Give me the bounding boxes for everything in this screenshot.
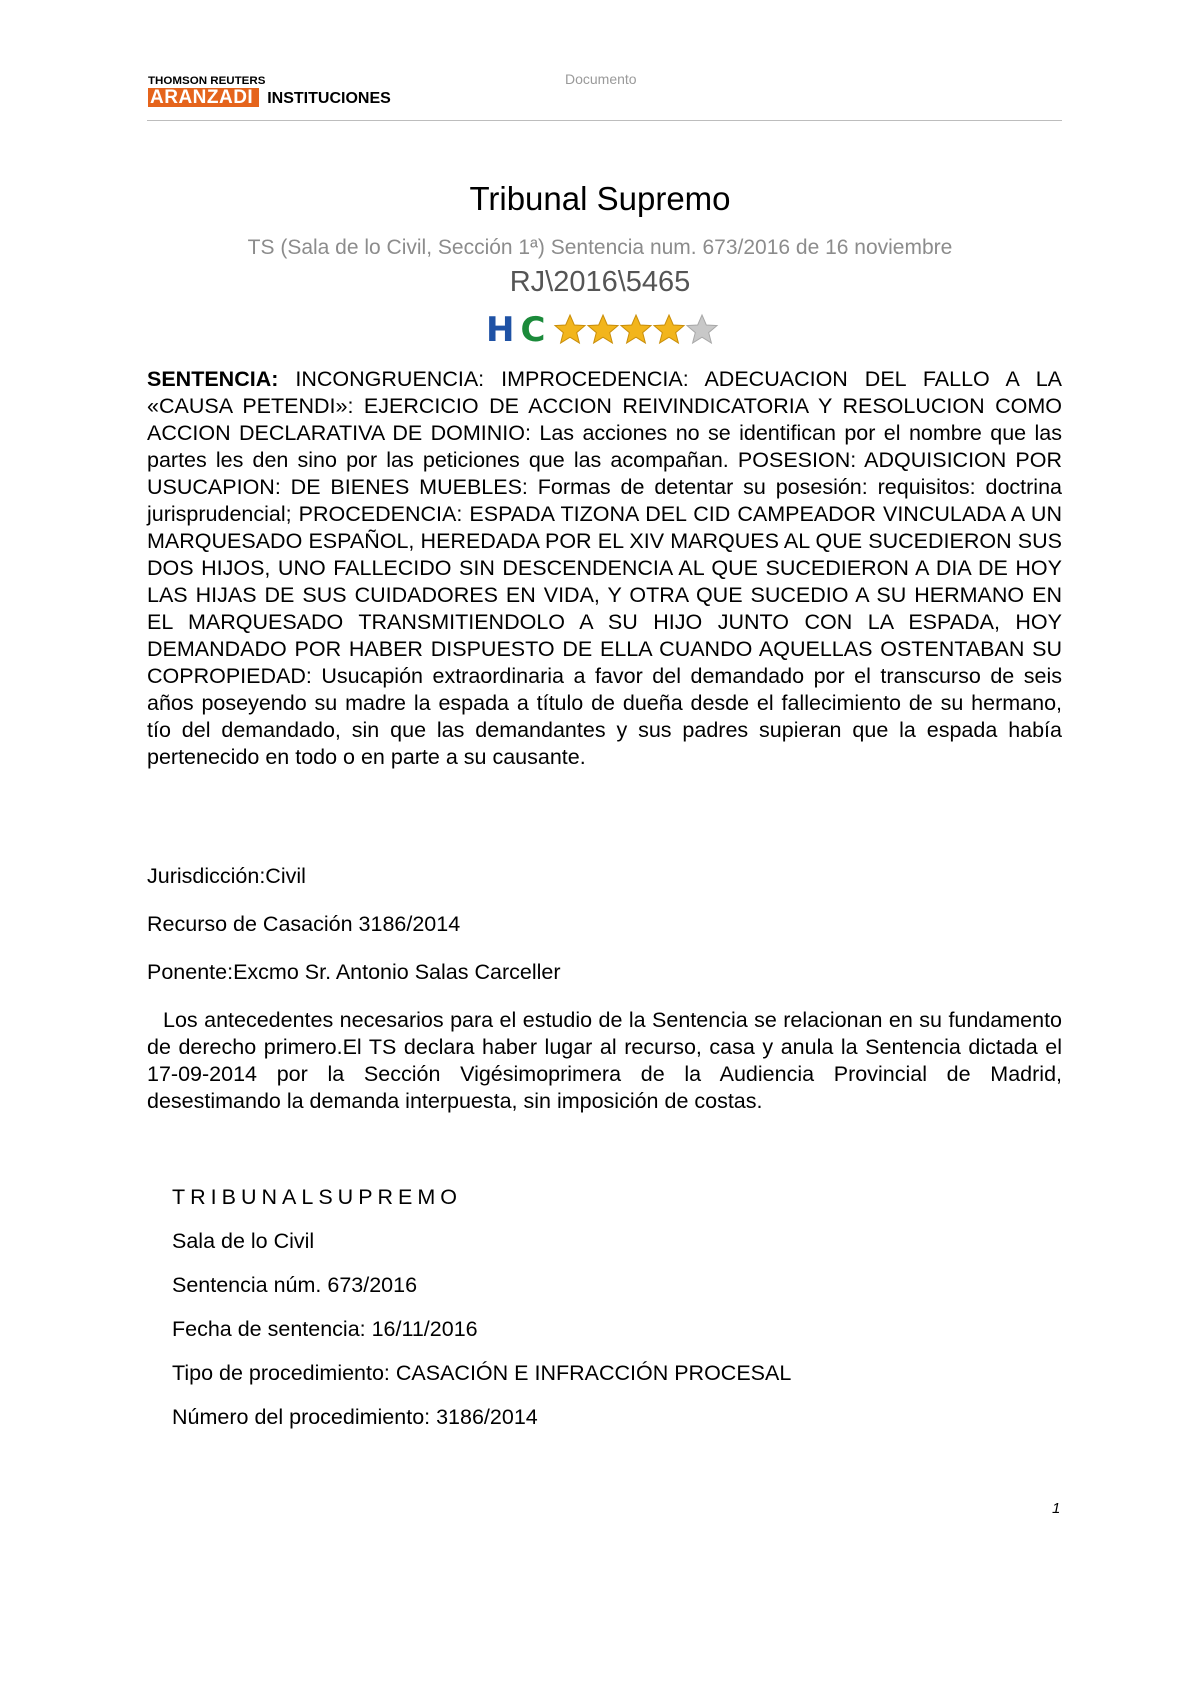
- summary-text-3: Usucapión extraordinaria a favor del demandado por el transcurso de seis años poseyendo su madre la espada a título de dueña desde el fallecimiento de su hermano, tío del demandado, sin que las demandantes y sus padres supieran que la espada había pertenecido en todo o en parte a su causante.: [147, 664, 1062, 769]
- star-rating: [553, 313, 718, 347]
- document-label: Documento: [565, 71, 637, 87]
- summary-heading: SENTENCIA:: [147, 367, 279, 391]
- summary-caps-1: INCONGRUENCIA: IMPROCEDENCIA: ADECUACION DEL FALLO A LA «CAUSA PETENDI»: EJERCICIO DE ACCION REIVINDICATORIA Y RESOLUCION COMO ACCION DECLARATIVA DE DOMINIO:: [147, 367, 1062, 445]
- summary-paragraph: [147, 366, 1062, 771]
- numero-line: Número del procedimiento: 3186/2014: [172, 1405, 538, 1429]
- jurisdiccion-label: Jurisdicción:: [147, 864, 266, 888]
- aranzadi-logo: [148, 76, 391, 107]
- logo-brand: ARANZADI: [148, 88, 259, 107]
- star-filled-icon: [553, 313, 587, 347]
- document-subtitle: TS (Sala de lo Civil, Sección 1ª) Sentencia num. 673/2016 de 16 noviembre: [247, 236, 953, 259]
- tipo-line: Tipo de procedimiento: CASACIÓN E INFRACCIÓN PROCESAL: [172, 1361, 792, 1385]
- recurso-line: Recurso de Casación 3186/2014: [147, 912, 461, 936]
- logo-publisher: THOMSON REUTERS: [148, 75, 266, 87]
- summary-caps-3: PROCEDENCIA: ESPADA TIZONA DEL CID CAMPEADOR VINCULADA A UN MARQUESADO ESPAÑOL, HEREDADA POR EL XIV MARQUES AL QUE SUCEDIERON SUS DOS HIJOS, UNO FALLECIDO SIN DESCENDENCIA AL QUE SUCEDIERON A DIA DE HOY LAS HIJAS DE SUS CUIDADORES EN VIDA, Y OTRA QUE SUCEDIO A SU HERMANO EN EL MARQUESADO TRANSMITIENDOLO A SU HIJO JUNTO CON LA ESPADA, HOY DEMANDADO POR HABER DISPUESTO DE ELLA CUANDO AQUELLAS OSTENTABAN SU COPROPIEDAD:: [147, 502, 1062, 688]
- summary-text-2: Formas de detentar su posesión: requisitos: doctrina jurisprudencial;: [147, 475, 1062, 526]
- ponente-line: Ponente:Excmo Sr. Antonio Salas Carceller: [147, 960, 561, 984]
- document-title: Tribunal Supremo: [469, 180, 731, 217]
- document-reference: RJ\2016\5465: [509, 266, 691, 298]
- star-empty-icon: [685, 313, 719, 347]
- intro-paragraph: Los antecedentes necesarios para el estudio de la Sentencia se relacionan en su fundamento de derecho primero.El TS declara haber lugar al recurso, casa y anula la Sentencia dictada el 17-09-2014 por la Sección Vigésimoprimera de la Audiencia Provincial de Madrid, desestimando la demanda interpuesta, sin imposición de costas.: [147, 1008, 1062, 1113]
- fecha-line: Fecha de sentencia: 16/11/2016: [172, 1317, 478, 1341]
- logo-product: INSTITUCIONES: [267, 90, 391, 107]
- sentencia-line: Sentencia núm. 673/2016: [172, 1273, 418, 1297]
- page-number: 1: [1052, 1500, 1061, 1517]
- c-badge-icon: C: [520, 310, 546, 350]
- star-filled-icon: [652, 313, 686, 347]
- summary-caps-2: POSESION: ADQUISICION POR USUCAPION: DE BIENES MUEBLES:: [147, 448, 1063, 499]
- h-badge-icon: H: [486, 310, 515, 350]
- summary-text-1: Las acciones no se identifican por el nombre que las partes les den sino por las peticiones que las acompañan.: [147, 421, 1062, 472]
- star-filled-icon: [619, 313, 653, 347]
- header-divider: [147, 120, 1062, 121]
- jurisdiccion-line: [147, 863, 306, 890]
- star-filled-icon: [586, 313, 620, 347]
- relevance-badges: [486, 312, 718, 348]
- sala-line: Sala de lo Civil: [172, 1229, 315, 1253]
- court-heading: TRIBUNALSUPREMO: [172, 1185, 463, 1209]
- jurisdiccion-value: Civil: [265, 864, 306, 888]
